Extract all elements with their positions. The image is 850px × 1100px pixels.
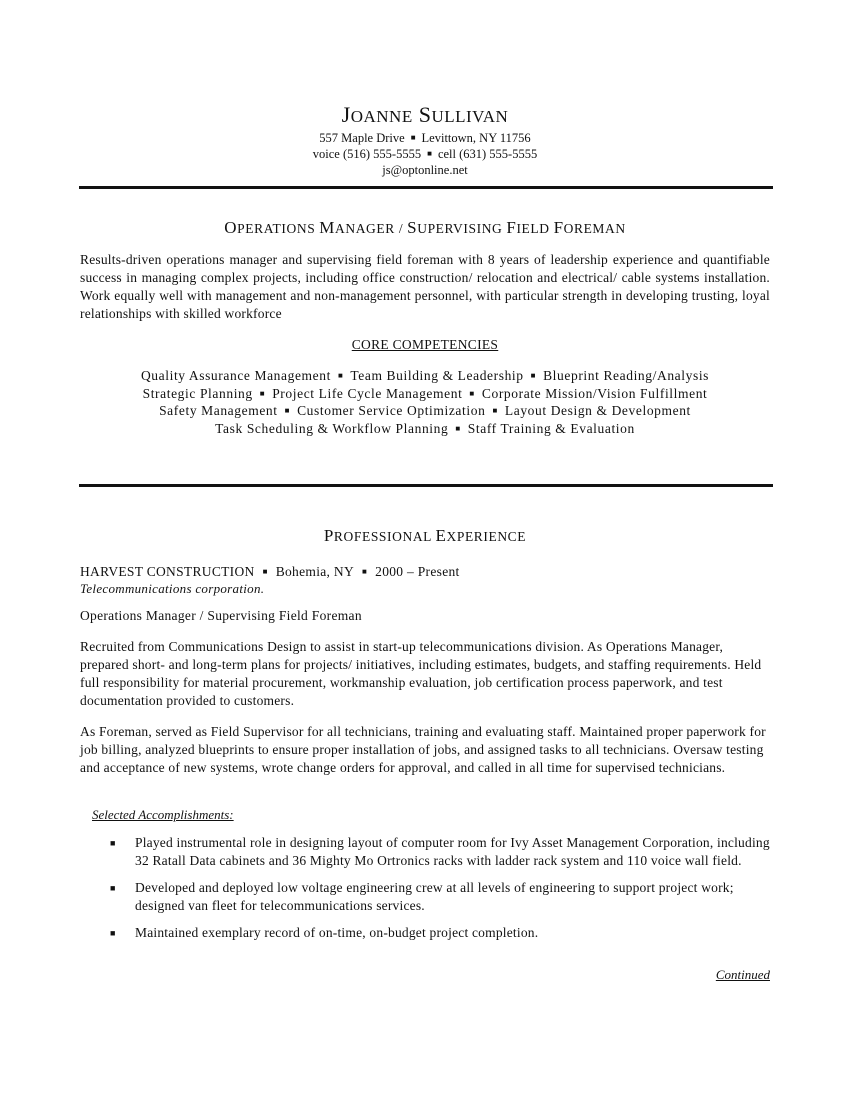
competencies-line: Task Scheduling & Workflow Planning ■ Staff Training & Evaluation — [215, 420, 635, 436]
company-description: Telecommunications corporation. — [80, 581, 265, 596]
bullet-icon: ■ — [110, 883, 116, 893]
objective-title: OPERATIONS MANAGER / SUPERVISING FIELD FOREMAN — [224, 218, 626, 237]
continued-link: Continued — [715, 967, 770, 982]
company-name: HARVEST CONSTRUCTION — [80, 564, 255, 579]
experience-paragraph: Recruited from Communications Design to assist in start-up telecommunications division. As Operations Manager, prepared short- and long-term plans for projects/ initiatives, including estimates, budgets, and staffing requirements. Held full responsibility for material procurement, workmanship evaluation, job certification process paperwork, and test documentation provided to customers. — [80, 639, 762, 708]
accomplishments-list — [110, 834, 772, 951]
bullet-icon: ■ — [110, 838, 116, 848]
divider-top — [79, 186, 773, 189]
list-item: ■ Developed and deployed low voltage engineering crew at all levels of engineering to support project work; designed van fleet for telecommunications services. — [110, 880, 734, 913]
competencies-line: Quality Assurance Management ■ Team Building & Leadership ■ Blueprint Reading/Analysis — [140, 368, 710, 383]
address-line: 557 Maple Drive ■ Levittown, NY 11756 — [319, 131, 531, 145]
bullet-icon: ■ — [110, 928, 116, 938]
competencies-line: Strategic Planning ■ Project Life Cycle Management ■ Corporate Mission/Vision Fulfillment — [142, 385, 708, 401]
experience-title: PROFESSIONAL EXPERIENCE — [323, 526, 527, 545]
phone-line: voice (516) 555-5555 ■ cell (631) 555-5555 — [312, 147, 538, 161]
job-title: Operations Manager / Supervising Field Foreman — [80, 608, 362, 623]
competencies-line: Safety Management ■ Customer Service Optimization ■ Layout Design & Development — [159, 403, 691, 419]
job-location: Bohemia, NY — [275, 564, 354, 579]
accomplishments-heading: Selected Accomplishments: — [92, 807, 234, 822]
divider-middle — [79, 484, 773, 487]
competencies-heading: CORE COMPETENCIES — [351, 337, 499, 352]
candidate-name: JOANNE SULLIVAN — [341, 102, 509, 127]
summary-paragraph: Results-driven operations manager and supervising field foreman with 8 years of leadership experience and quantifiable success in managing complex projects, including office construction/ relocation and electrical/ cable systems installation. Work equally well with management and non-management personnel, with particular strength in developing trusting, loyal relationships with skilled workforce — [80, 252, 770, 321]
job-dates: 2000 – Present — [375, 564, 460, 579]
list-item: ■ Maintained exemplary record of on-time, on-budget project completion. — [110, 925, 539, 940]
email: js@optonline.net — [382, 163, 468, 177]
list-item: ■ Played instrumental role in designing layout of computer room for Ivy Asset Management Corporation, including 32 Ratall Data cabinets and 36 Mighty Mo Ortronics racks with ladder rack system and 110 voice wall field. — [110, 835, 770, 868]
job-header: HARVEST CONSTRUCTION ■ Bohemia, NY ■ 2000 – Present — [80, 564, 460, 579]
experience-paragraph: As Foreman, served as Field Supervisor for all technicians, training and evaluating staff. Maintained proper paperwork for job billing, analyzed blueprints to ensure proper installation of jobs, and assigned tasks to all technicians. Oversaw testing and acceptance of new systems, wrote change orders for approval, and called in all time for supervised technicians. — [80, 724, 766, 775]
